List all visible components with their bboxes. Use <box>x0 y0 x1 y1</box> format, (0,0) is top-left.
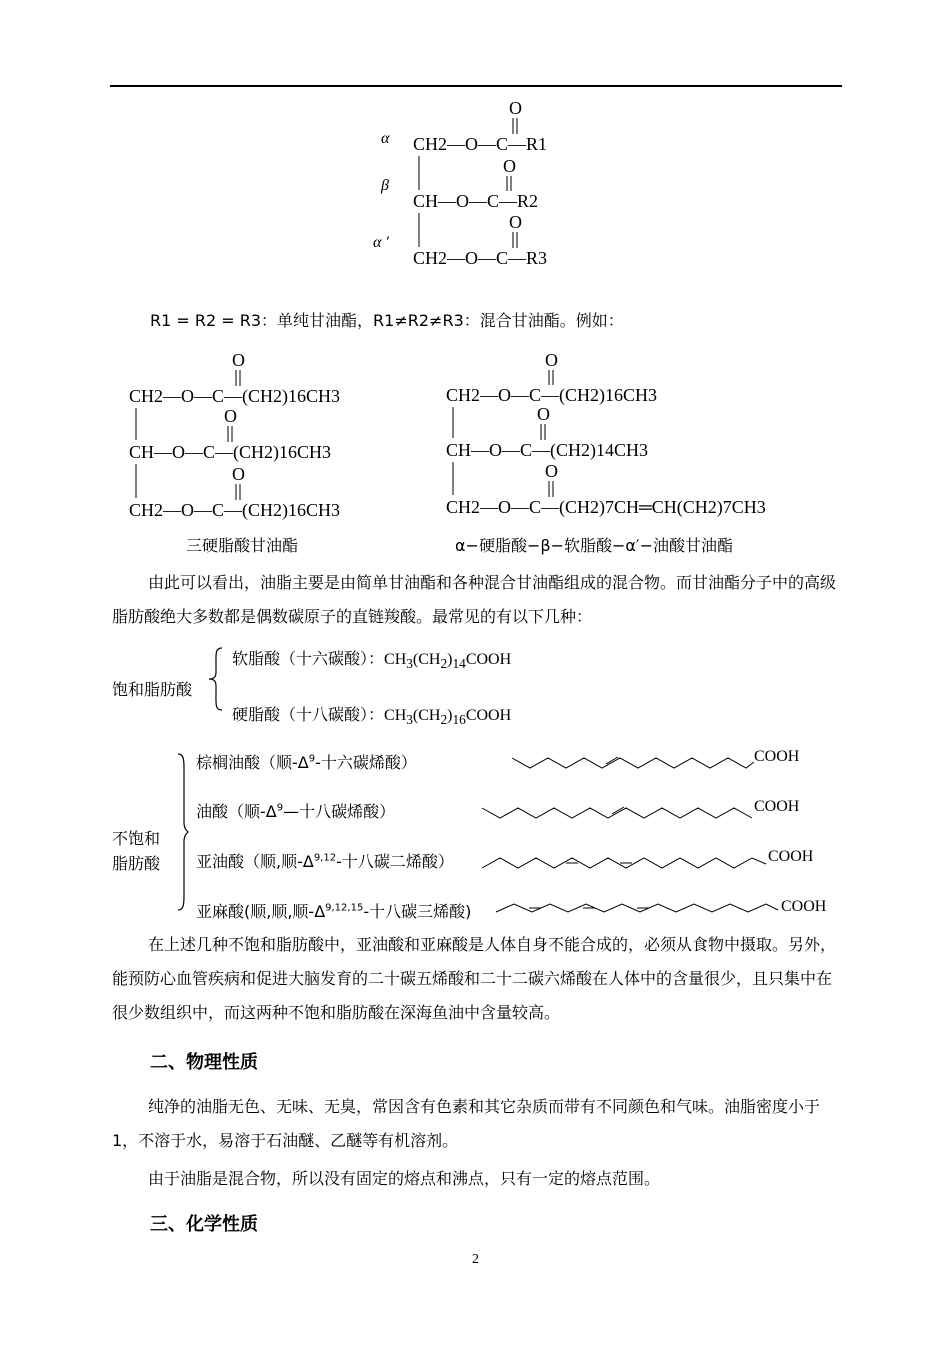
saturated-item-stearic: 硬脂酸（十八碳酸）：$CH_3(CH_2)_{16}COOH$ <box>232 705 512 728</box>
cooh-1: COOH <box>754 748 800 765</box>
paragraph-1: 由此可以看出，油脂主要是由简单甘油酯和各种混合甘油酯组成的混合物。而甘油酯分子中的高级脂肪酸绝大多数都是偶数碳原子的直链羧酸。最常见的有以下几种： <box>112 573 837 626</box>
skeletal-chains <box>0 740 952 930</box>
definition-line: R1 = R2 = R3：单纯甘油酯，R1≠R2≠R3：混合甘油酯。例如： <box>150 311 624 330</box>
paragraph-3: 纯净的油脂无色、无味、无臭，常因含有色素和其它杂质而带有不同颜色和气味。油脂密度小于1，不溶于水，易溶于石油醚、乙醚等有机溶剂。 <box>112 1097 821 1150</box>
paragraph-4: 由于油脂是混合物，所以没有固定的熔点和沸点，只有一定的熔点范围。 <box>148 1169 661 1188</box>
ex2-oxygen-1: O <box>545 350 558 370</box>
unsat-item-oleic: 油酸（顺$-\Delta^9—$十八碳烯酸） <box>196 802 396 821</box>
cooh-4: COOH <box>781 898 827 915</box>
ex1-oxygen-2: O <box>224 406 237 426</box>
section-2-title: 二、物理性质 <box>150 1052 258 1073</box>
ex2-row-3: CH2—O—C—(CH2)7CH═CH(CH2)7CH3 <box>446 497 766 517</box>
general-row-2: CH—O—C—R2 <box>413 191 539 211</box>
ex1-row-3: CH2—O—C—(CH2)16CH3 <box>129 500 341 520</box>
ex2-oxygen-2: O <box>537 404 550 424</box>
saturated-brace <box>206 646 230 712</box>
general-row-1: CH2—O—C—R1 <box>413 134 548 154</box>
carbonyl-oxygen-3: O <box>509 212 522 232</box>
ex2-oxygen-3: O <box>545 461 558 481</box>
ex1-oxygen-1: O <box>232 350 245 370</box>
unsaturated-label-1: 不饱和 <box>112 829 161 848</box>
unsat-item-palmitoleic: 棕榈油酸（顺$-\Delta^9-$十六碳烯酸） <box>196 753 417 772</box>
alpha-prime-label: α ′ <box>373 234 389 251</box>
cooh-2: COOH <box>754 798 800 815</box>
ex2-caption: α−硬脂酸−β−软脂酸−α′−油酸甘油酯 <box>455 536 733 555</box>
ex1-oxygen-3: O <box>232 464 245 484</box>
unsat-item-linoleic: 亚油酸（顺,顺$-\Delta^{9,12}-$十八碳二烯酸） <box>196 852 454 871</box>
cooh-3: COOH <box>768 848 814 865</box>
chain-oleic <box>482 808 752 818</box>
carbonyl-oxygen-2: O <box>503 156 516 176</box>
general-row-3: CH2—O—C—R3 <box>413 248 548 268</box>
page-number: 2 <box>472 1252 479 1267</box>
ex1-row-1: CH2—O—C—(CH2)16CH3 <box>129 386 341 406</box>
ex1-row-2: CH—O—C—(CH2)16CH3 <box>129 442 332 462</box>
saturated-item-palmitic: 软脂酸（十六碳酸）：$CH_3(CH_2)_{14}COOH$ <box>232 649 512 672</box>
unsaturated-label-2: 脂肪酸 <box>112 854 161 873</box>
ex1-caption: 三硬脂酸甘油酯 <box>186 536 299 555</box>
paragraph-2: 在上述几种不饱和脂肪酸中，亚油酸和亚麻酸是人体自身不能合成的，必须从食物中摄取。另外，能预防心血管疾病和促进大脑发育的二十碳五烯酸和二十二碳六烯酸在人体中的含量很少，且只集中在很少数组织中，而这两种不饱和脂肪酸在深海鱼油中含量较高。 <box>112 935 837 1022</box>
example-bonds <box>0 0 952 560</box>
unsat-item-linolenic: 亚麻酸(顺,顺,顺$-\Delta^{9,12,15}-$十八碳三烯酸) <box>196 902 472 921</box>
saturated-label: 饱和脂肪酸 <box>112 680 193 699</box>
beta-label: β <box>381 177 389 194</box>
chain-palmitoleic <box>512 758 754 768</box>
alpha-label: α <box>381 130 390 147</box>
ex2-row-2: CH—O—C—(CH2)14CH3 <box>446 440 649 460</box>
section-3-title: 三、化学性质 <box>150 1214 258 1235</box>
ex2-row-1: CH2—O—C—(CH2)16CH3 <box>446 385 658 405</box>
carbonyl-oxygen-1: O <box>509 98 522 118</box>
